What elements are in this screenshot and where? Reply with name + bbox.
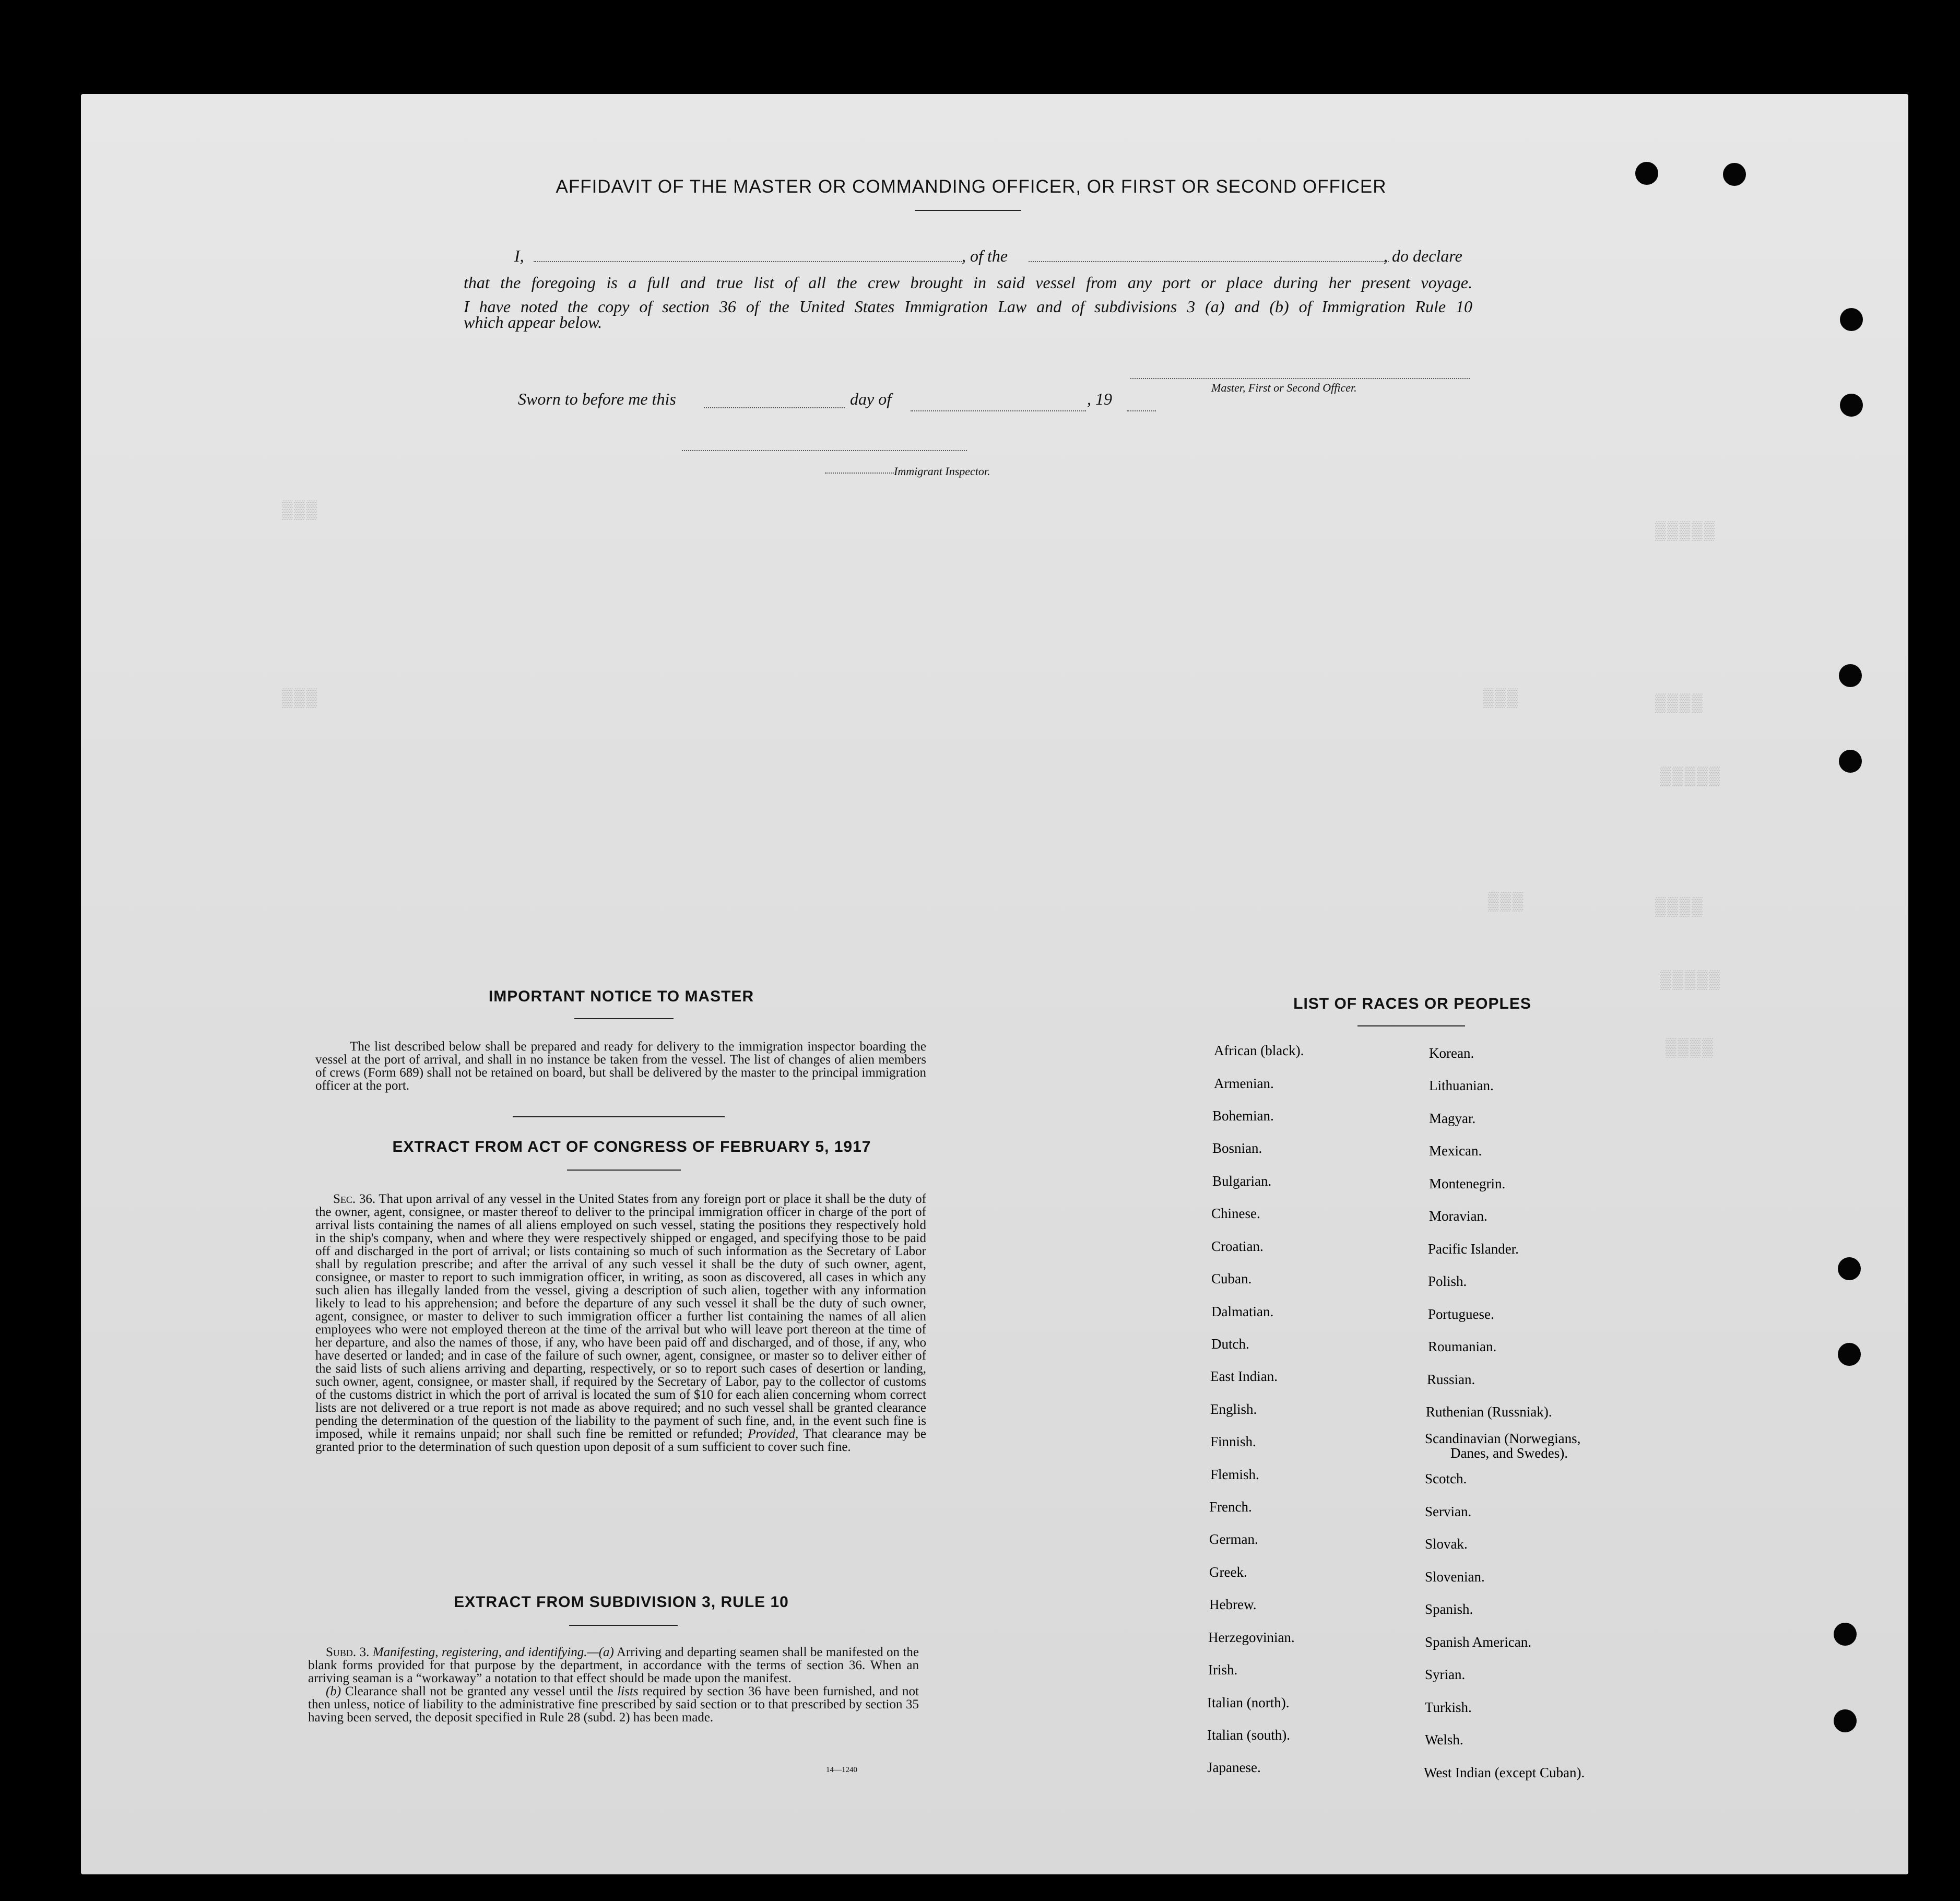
races-title-rule: [1357, 1025, 1465, 1026]
affidavit-line-3: which appear below.: [464, 313, 603, 332]
rule10-lists-word: lists: [617, 1684, 639, 1698]
race-item: Russian.: [1427, 1372, 1475, 1387]
race-item: Spanish American.: [1425, 1634, 1531, 1650]
race-item: Herzegovinian.: [1208, 1630, 1295, 1645]
race-item: Bohemian.: [1212, 1108, 1274, 1124]
notice-text: The list described below shall be prepared and ready for delivery to the immigration inspector boarding the vessel at the port of arrival, and shall in no instance be taken from the vessel. The list of changes of alien members of crews (Form 689) shall not be retained on board, but shall be delivered by the master to the principal immigration officer at the port.: [315, 1040, 926, 1093]
race-item: Syrian.: [1425, 1667, 1466, 1682]
rule10-text-b1: Clearance shall not be granted any vessel until the: [345, 1684, 613, 1698]
race-item: Moravian.: [1429, 1208, 1487, 1224]
pre-name-label: I,: [514, 246, 524, 265]
act-title: EXTRACT FROM ACT OF CONGRESS OF FEBRUARY 5, 1917: [392, 1138, 871, 1155]
rule10-text: [308, 1646, 919, 1724]
race-item: Ruthenian (Russniak).: [1426, 1404, 1552, 1420]
of-the-label: , of the: [962, 246, 1008, 265]
race-item: Scotch.: [1425, 1471, 1467, 1486]
sworn-label: Sworn to before me this: [518, 389, 676, 408]
race-item: French.: [1209, 1499, 1252, 1515]
rule10-text-a: Arriving and departing seamen shall be manifested on the blank forms provided for that purpose by the department, in accordance with the terms of section 36. When an arriving seaman is a “workaway” a notation to that effect should be made upon the manifest.: [308, 1645, 919, 1685]
race-item: Servian.: [1425, 1504, 1472, 1519]
race-item: Magyar.: [1429, 1111, 1476, 1126]
affidavit-line-2: I have noted the copy of section 36 of the United States Immigration Law and of subdivisions 3 (a) and (b) of Immigration Rule 10: [464, 297, 1472, 316]
title-rule: [915, 210, 1021, 211]
inspector-field[interactable]: [682, 450, 967, 451]
day-of-label: day of: [850, 389, 892, 408]
affidavit-line-1: that the foregoing is a full and true list of all the crew brought in said vessel from any port or place during her present voyage.: [464, 273, 1472, 292]
race-item: Scandinavian (Norwegians,: [1425, 1431, 1581, 1446]
act-text-a: That upon arrival of any vessel in the United States from any foreign port or place it shall be the duty of the owner, agent, consignee, or master thereof to deliver to the principal immigration officer in charge of the port of arrival lists containing the names of all aliens employed on such vessel, stating the positions they respectively hold in the ship's company, when and where they were respectively shipped or engaged, and specifying those to be paid off and discharged in the port of arrival; or lists containing so much of such information as the Secretary of Labor shall by regulation prescribe; and after the arrival of any such vessel it shall be the duty of such owner, agent, consignee, or master to report to such immigration officer, in writing, as soon as discovered, all cases in which any such alien has illegally landed from the vessel, giving a description of such alien, together with any information likely to lead to his apprehension; and before the departure of any such vessel it shall be the duty of such owner, agent, consignee, or master to deliver to such immigration officer a further list containing the names of all alien employees who were not employed thereon at the time of the arrival but who will leave port thereon at the time of her departure, and also the names of those, if any, who have been paid off and discharged, and of those, if any, who have deserted or landed; and in case of the failure of such owner, agent, consignee, or master so to deliver either of the said lists of such aliens arriving and departing, respectively, or so to report such cases of desertion or landing, such owner, agent, consignee, or master shall, if required by the Secretary of Labor, pay to the collector of customs of the customs district in which the port of arrival is located the sum of $10 for each alien concerning whom correct lists are not delivered or a true report is not made as above required; and no such vessel shall be granted clearance pending the determination of the question of the liability to the payment of such fine, and, in the event such fine is imposed, while it remains unpaid; nor shall such fine be remitted or refunded;: [315, 1192, 926, 1441]
form-sheet: [81, 94, 1908, 1874]
race-item: Bosnian.: [1212, 1140, 1262, 1156]
race-item: Armenian.: [1214, 1076, 1274, 1091]
race-item: Japanese.: [1207, 1760, 1261, 1775]
race-item: Dutch.: [1211, 1336, 1249, 1352]
act-provided-label: Provided,: [748, 1427, 799, 1441]
race-item: Portuguese.: [1428, 1306, 1494, 1322]
affidavit-title: AFFIDAVIT OF THE MASTER OR COMMANDING OFFICER, OR FIRST OR SECOND OFFICER: [556, 176, 1387, 197]
races-title: LIST OF RACES OR PEOPLES: [1293, 995, 1531, 1012]
race-item: Welsh.: [1425, 1732, 1463, 1747]
race-item: Greek.: [1209, 1564, 1247, 1580]
act-title-rule: [567, 1170, 681, 1171]
race-item: East Indian.: [1210, 1368, 1278, 1384]
race-item: Lithuanian.: [1429, 1078, 1494, 1093]
sworn-day-field[interactable]: [704, 407, 845, 408]
signature-field[interactable]: [1130, 378, 1470, 379]
rule10-subd-label: Subd. 3.: [326, 1645, 370, 1659]
race-item: Flemish.: [1210, 1467, 1259, 1482]
race-item: German.: [1209, 1531, 1258, 1547]
sworn-year-field[interactable]: [1127, 410, 1156, 411]
year-prefix-label: , 19: [1087, 389, 1112, 408]
rule10-title-rule: [569, 1625, 678, 1626]
act-text: [315, 1192, 926, 1454]
vessel-field[interactable]: [1029, 261, 1389, 262]
race-item: Danes, and Swedes).: [1450, 1445, 1568, 1461]
notice-end-rule: [513, 1116, 725, 1117]
race-item: Slovak.: [1425, 1536, 1468, 1552]
race-item: African (black).: [1214, 1043, 1304, 1058]
act-text-b: That clearance may be granted prior to the determination of such question upon deposit of a sum sufficient to cover such fine.: [315, 1427, 927, 1454]
sworn-month-field[interactable]: [911, 410, 1086, 411]
name-field[interactable]: [534, 261, 962, 262]
race-item: Dalmatian.: [1211, 1304, 1274, 1319]
form-number: 14—1240: [826, 1766, 857, 1774]
race-item: Slovenian.: [1425, 1569, 1485, 1585]
race-item: Italian (south).: [1207, 1727, 1290, 1743]
race-item: Cuban.: [1211, 1271, 1252, 1286]
race-item: Polish.: [1428, 1273, 1467, 1289]
race-item: Irish.: [1208, 1662, 1238, 1678]
signature-label: Master, First or Second Officer.: [1211, 381, 1357, 394]
notice-title: IMPORTANT NOTICE TO MASTER: [488, 988, 754, 1005]
race-item: Montenegrin.: [1429, 1176, 1506, 1191]
race-item: Croatian.: [1211, 1238, 1264, 1254]
rule10-title: EXTRACT FROM SUBDIVISION 3, RULE 10: [454, 1593, 789, 1611]
rule10-b-label: (b): [326, 1684, 341, 1698]
race-item: Spanish.: [1425, 1601, 1473, 1617]
race-item: Turkish.: [1425, 1699, 1472, 1715]
inspector-dots: [825, 473, 894, 474]
race-item: Mexican.: [1429, 1143, 1482, 1159]
race-item: Korean.: [1429, 1045, 1474, 1061]
notice-title-rule: [574, 1018, 674, 1019]
race-item: Finnish.: [1210, 1434, 1256, 1449]
race-item: Bulgarian.: [1212, 1173, 1272, 1189]
race-item: Chinese.: [1211, 1206, 1260, 1221]
rule10-heading: Manifesting, registering, and identifying.—(a): [372, 1645, 614, 1659]
race-item: Pacific Islander.: [1428, 1241, 1519, 1257]
race-item: Roumanian.: [1428, 1339, 1497, 1354]
race-item: Hebrew.: [1209, 1597, 1257, 1612]
race-item: English.: [1210, 1401, 1257, 1417]
race-item: West Indian (except Cuban).: [1424, 1765, 1585, 1780]
rule10-text-b2: required by section 36 have been furnished, and not then unless, notice of liability to the administrative fine prescribed by said section or to that prescribed by section 35 having been served, the deposit specified in Rule 28 (subd. 2) has been made.: [308, 1684, 919, 1725]
inspector-label: Immigrant Inspector.: [894, 465, 990, 478]
race-item: Italian (north).: [1207, 1695, 1290, 1710]
act-sec-label: Sec. 36.: [333, 1192, 376, 1206]
do-declare-label: , do declare: [1384, 246, 1462, 265]
